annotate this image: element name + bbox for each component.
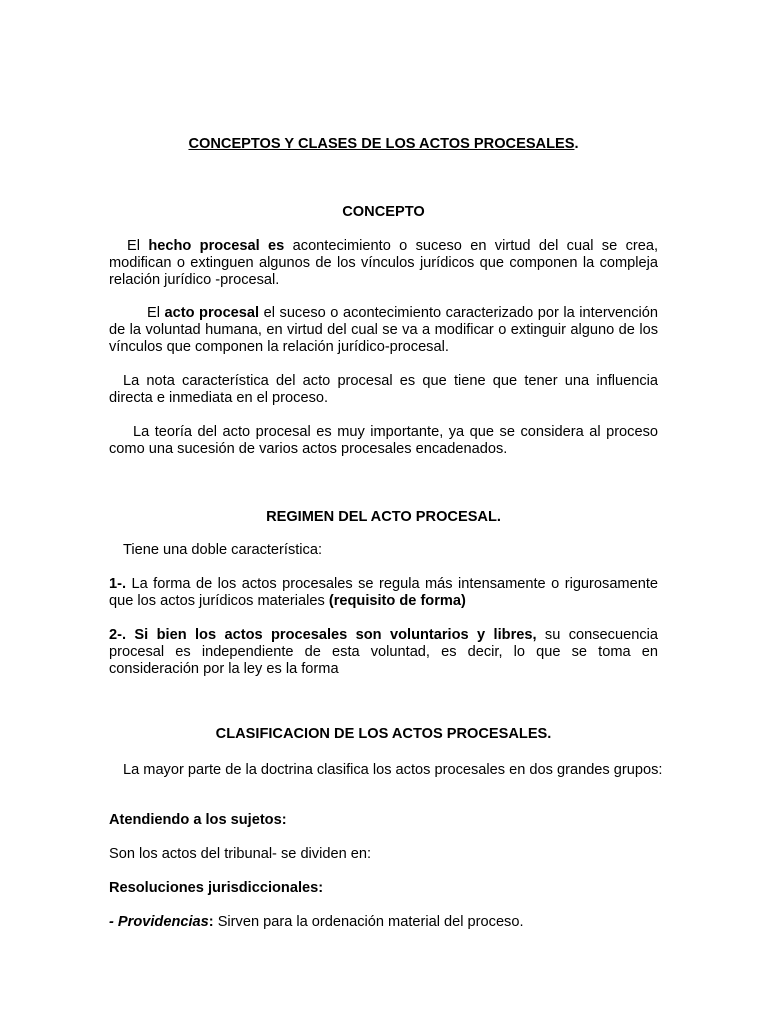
- item2-bold: 2-. Si bien los actos procesales son voluntarios y libres,: [109, 627, 537, 643]
- p1-bold-term: hecho procesal es: [148, 238, 285, 254]
- document-title-text: CONCEPTOS Y CLASES DE LOS ACTOS PROCESALES: [188, 136, 575, 152]
- p2-pre: El: [147, 305, 165, 321]
- subheading-resoluciones: [109, 880, 658, 897]
- item2-text: su consecuencia procesal es independiente de esta voluntad, es decir, lo que se toma en consideración por la ley es la forma: [109, 627, 658, 677]
- p1-pre: El: [127, 238, 149, 254]
- document-title: [109, 136, 658, 153]
- providencias-colon: :: [208, 914, 214, 930]
- providencias-label: - Providencias: [109, 914, 209, 930]
- paragraph-teoria: La teoría del acto procesal es muy importante, ya que se considera al proceso como una sucesión de varios actos procesales encadenados.: [109, 424, 658, 457]
- item1-bold: (requisito de forma): [328, 593, 466, 609]
- paragraph-tribunal: Son los actos del tribunal- se dividen en:: [109, 846, 372, 862]
- heading-regimen: REGIMEN DEL ACTO PROCESAL.: [266, 509, 501, 525]
- paragraph-regimen-intro: Tiene una doble característica:: [123, 542, 323, 558]
- p2-bold-term: acto procesal: [164, 305, 260, 321]
- item1-text: La forma de los actos procesales se regula más intensamente o rigurosamente que los actos jurídicos materiales: [109, 576, 658, 609]
- document-title-period: .: [574, 136, 579, 152]
- item1-number: 1-.: [109, 576, 127, 592]
- subheading-sujetos: [109, 812, 658, 829]
- paragraph-clasificacion-intro: La mayor parte de la doctrina clasifica los actos procesales en dos grandes grupos:: [123, 762, 663, 778]
- heading-concepto: CONCEPTO: [342, 204, 425, 220]
- paragraph-acto-procesal: [109, 305, 658, 356]
- p2-rest: el suceso o acontecimiento caracterizado por la intervención de la voluntad humana, en virtud del cual se va a modificar o extinguir alguno de los vínculos que componen la relación jurídico-procesal.: [109, 305, 659, 355]
- heading-clasificacion: CLASIFICACION DE LOS ACTOS PROCESALES.: [215, 726, 552, 742]
- providencias-text: Sirven para la ordenación material del proceso.: [213, 914, 524, 930]
- sujetos-text: Atendiendo a los sujetos:: [109, 812, 287, 828]
- paragraph-providencias: [109, 914, 658, 931]
- list-item-2: [109, 627, 658, 678]
- list-item-1: [109, 576, 658, 610]
- paragraph-nota-caracteristica: La nota característica del acto procesal es que tiene que tener una influencia directa e inmediata en el proceso.: [109, 373, 658, 406]
- paragraph-hecho-procesal: [109, 238, 658, 289]
- resoluciones-text: Resoluciones jurisdiccionales:: [109, 880, 324, 896]
- p1-rest: acontecimiento o suceso en virtud del cual se crea, modifican o extinguen algunos de los vínculos jurídicos que componen la compleja relación jurídico -procesal.: [109, 238, 659, 288]
